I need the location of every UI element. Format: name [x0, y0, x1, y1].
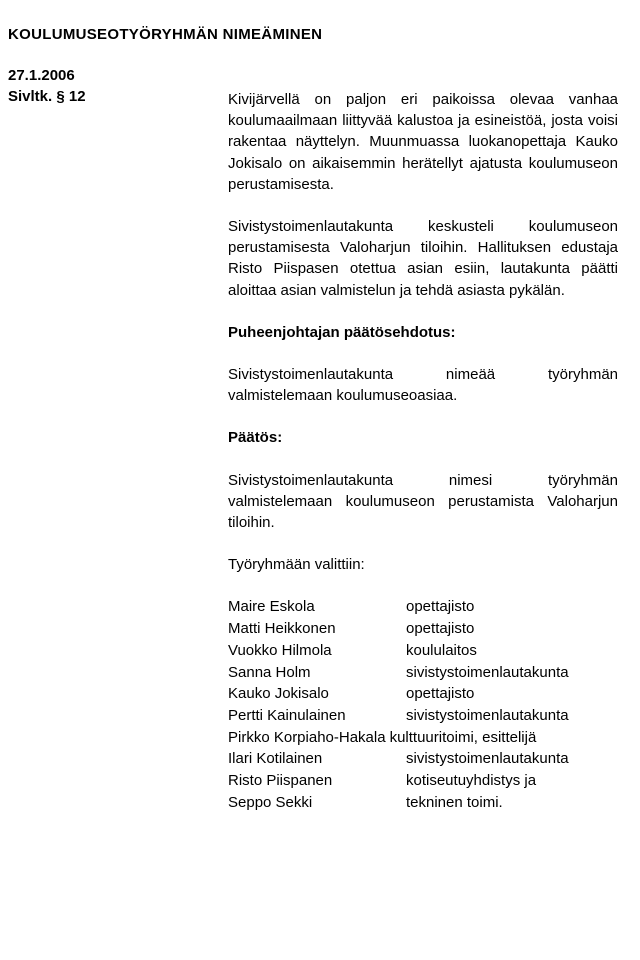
body-column: [228, 89, 618, 813]
member-name: Ilari Kotilainen: [228, 750, 323, 768]
member-name: Matti Heikkonen: [228, 620, 336, 638]
member-name: Risto Piispanen: [228, 772, 333, 790]
member-row: [228, 748, 618, 770]
member-row: [228, 640, 618, 662]
member-row: [228, 705, 618, 727]
member-role: sivistystoimenlautakunta: [406, 706, 569, 724]
document-title: KOULUMUSEOTYÖRYHMÄN NIMEÄMINEN: [8, 26, 323, 43]
member-name: Vuokko Hilmola: [228, 641, 332, 659]
decision-text: Sivistystoimenlautakunta nimesi työryhmän valmistelemaan koulumuseon perustamista Valoharjun tiloihin.: [228, 471, 618, 532]
member-name: Pirkko Korpiaho-Hakala: [228, 728, 386, 746]
member-role: tekninen toimi.: [406, 793, 503, 811]
member-row: [228, 770, 618, 792]
member-role: sivistystoimenlautakunta: [406, 750, 569, 768]
member-name: Pertti Kainulainen: [228, 706, 346, 724]
members-intro: Työryhmään valittiin:: [228, 556, 365, 574]
discussion-paragraph: Sivistystoimenlautakunta keskusteli koulumuseon perustamisesta Valoharjun tiloihin. Hallituksen edustaja Risto Piispasen otettua asian esiin, lautakunta päätti aloittaa asian valmistelun ja tehdä asiasta pykälän.: [228, 218, 618, 299]
decision-heading: Päätös:: [228, 429, 283, 447]
member-row: [228, 662, 618, 684]
member-row: [228, 596, 618, 618]
member-role: opettajisto: [406, 685, 475, 703]
meeting-date: 27.1.2006: [8, 67, 75, 84]
member-row: [228, 618, 618, 640]
proposal-heading: Puheenjohtajan päätösehdotus:: [228, 323, 456, 341]
member-role: kulttuuritoimi, esittelijä: [389, 728, 537, 746]
member-list: [228, 596, 618, 813]
member-name: Kauko Jokisalo: [228, 685, 329, 703]
member-name: Seppo Sekki: [228, 793, 313, 811]
member-role: koululaitos: [406, 641, 477, 659]
member-name: Maire Eskola: [228, 598, 315, 616]
proposal-text: Sivistystoimenlautakunta nimeää työryhmän valmistelemaan koulumuseoasiaa.: [228, 366, 618, 405]
member-name: Sanna Holm: [228, 663, 311, 681]
member-role: kotiseutuyhdistys ja: [406, 772, 537, 790]
member-row: [228, 683, 618, 705]
intro-paragraph: Kivijärvellä on paljon eri paikoissa olevaa vanhaa koulumaailmaan liittyvää kalustoa ja esineistöä, josta voisi rakentaa näyttelyn. Muunmuassa luokanopettaja Kauko Jokisalo on aikaisemmin herätellyt ajatusta koulumuseon perustamisesta.: [228, 91, 618, 193]
member-role: opettajisto: [406, 598, 475, 616]
member-row: [228, 727, 618, 749]
member-role: opettajisto: [406, 620, 475, 638]
member-role: sivistystoimenlautakunta: [406, 663, 569, 681]
member-row: [228, 792, 618, 814]
section-reference: Sivltk. § 12: [8, 88, 86, 105]
